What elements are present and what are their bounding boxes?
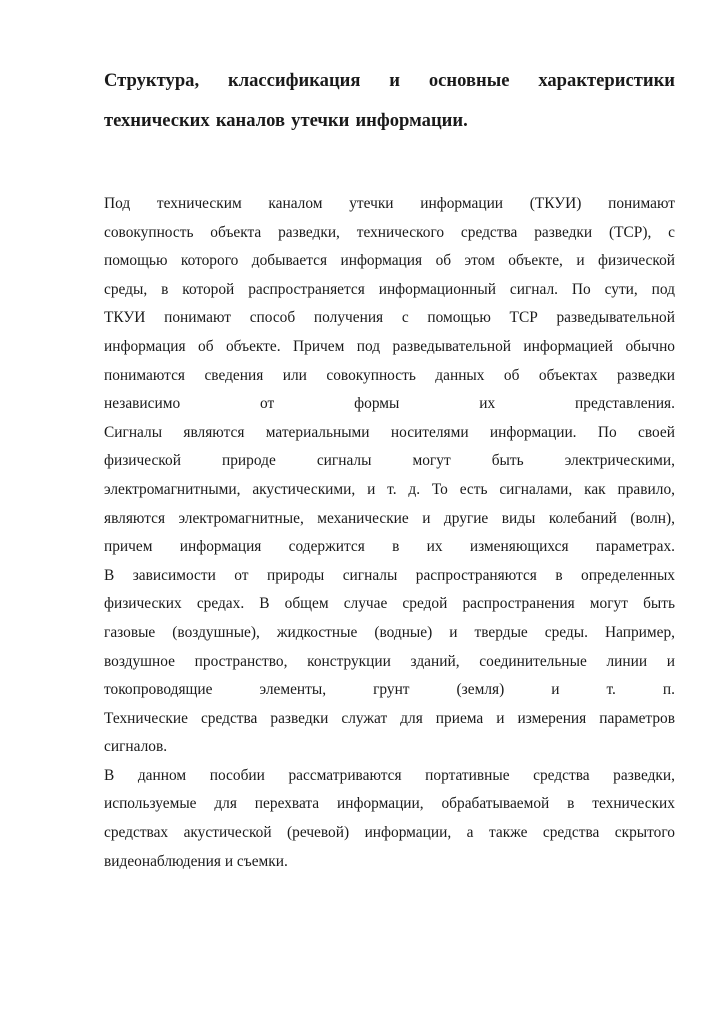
body-line: физической природе сигналы могут быть электрическими, xyxy=(104,452,675,470)
document-body xyxy=(104,190,675,876)
body-line: используемые для перехвата информации, обрабатываемой в технических xyxy=(104,795,675,813)
document-title: Структура, классификация и основные характеристики технических каналов утечки информации. xyxy=(104,70,675,131)
body-line: среды, в которой распространяется информационный сигнал. По сути, под xyxy=(104,280,675,298)
body-line: являются электромагнитные, механические и другие виды колебаний (волн), xyxy=(104,509,675,527)
body-line: воздушное пространство, конструкции зданий, соединительные линии и xyxy=(104,652,675,670)
body-line: помощью которого добывается информация об этом объекте, и физической xyxy=(104,252,675,270)
body-line: видеонаблюдения и съемки. xyxy=(104,852,288,870)
body-line: В зависимости от природы сигналы распространяются в определенных xyxy=(104,566,675,584)
body-line: газовые (воздушные), жидкостные (водные) и твердые среды. Например, xyxy=(104,623,675,641)
body-line: информация об объекте. Причем под разведывательной информацией обычно xyxy=(104,337,675,355)
body-line: ТКУИ понимают способ получения с помощью ТСР разведывательной xyxy=(104,309,675,327)
body-line: В данном пособии рассматриваются портативные средства разведки, xyxy=(104,766,675,784)
body-line: Технические средства разведки служат для приема и измерения параметров xyxy=(104,709,675,727)
body-line: электромагнитными, акустическими, и т. д. То есть сигналами, как правило, xyxy=(104,480,675,498)
body-line: Под техническим каналом утечки информации (ТКУИ) понимают xyxy=(104,195,675,212)
body-line: совокупность объекта разведки, технического средства разведки (ТСР), с xyxy=(104,223,675,241)
body-line: понимаются сведения или совокупность данных об объектах разведки xyxy=(104,366,675,384)
body-line: Сигналы являются материальными носителями информации. По своей xyxy=(104,423,675,441)
body-line: токопроводящие элементы, грунт (земля) и т. п. xyxy=(104,681,675,699)
body-line: причем информация содержится в их изменяющихся параметрах. xyxy=(104,538,675,556)
body-line: независимо от формы их представления. xyxy=(104,395,675,413)
document-page xyxy=(104,0,675,876)
body-line: сигналов. xyxy=(104,738,168,756)
body-line: физических средах. В общем случае средой распространения могут быть xyxy=(104,595,675,613)
body-line: средствах акустической (речевой) информации, а также средства скрытого xyxy=(104,824,675,842)
